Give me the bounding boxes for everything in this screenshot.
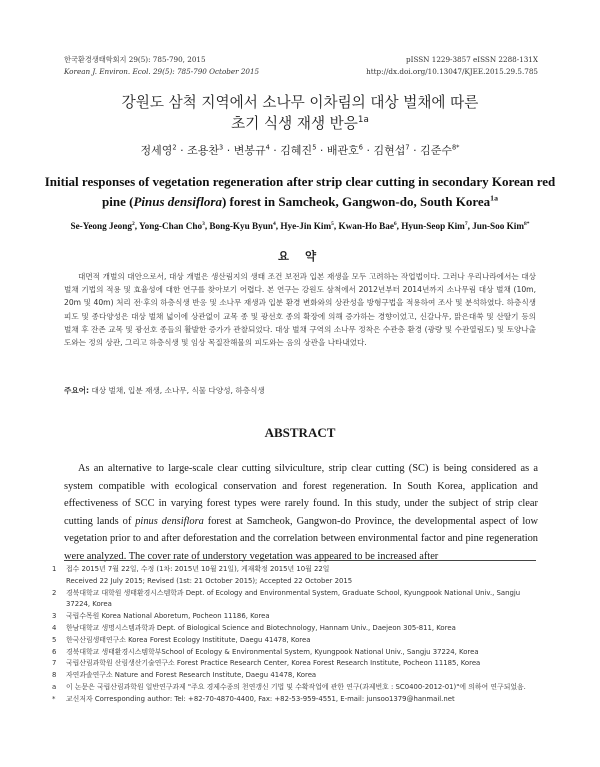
korean-author: 김혜진$^5$ — [280, 143, 317, 157]
footnote-item — [52, 623, 542, 635]
footnote-text: 국립수목원 Korea National Aboretum, Pocheon 11186, Korea — [66, 612, 270, 621]
issn-line: pISSN 1229-3857 eISSN 2288-131X — [406, 55, 538, 64]
footnote-item — [52, 670, 542, 682]
english-author: Bong-Kyu Byun$^4$ — [209, 220, 276, 231]
english-author: Jun-Soo Kim$^{8*}$ — [472, 220, 530, 231]
title-english: Initial responses of vegetation regeneration after strip clear cutting in secondary Korean red pine (Pinus densiflora) forest in Samcheok, Gangwon-do, South Korea$^{1a}$ — [44, 174, 556, 209]
title-species-name: Pinus densiflora — [133, 194, 222, 209]
footnote-text: 교신저자 Corresponding author: Tel: +82-70-4870-4400, Fax: +82-53-959-4551, E-mail: junsoo1379@hanmail.net — [66, 694, 455, 703]
footnote-number: * — [52, 694, 56, 703]
korean-author: 변봉규$^4$ — [233, 143, 270, 157]
footnote-text: 자연과솔연구소 Nature and Forest Research Institute, Daegu 41478, Korea — [66, 671, 317, 680]
footnote-number: 5 — [52, 635, 57, 644]
title-en-footnote-mark: 1a — [490, 193, 498, 203]
abstract-species-name: pinus densiflora — [135, 515, 204, 527]
journal-citation-ko: 한국환경생태학회지 29(5): 785-790, 2015 — [64, 55, 206, 64]
journal-header-left — [64, 54, 259, 78]
footnote-text: 한국산림생태연구소 Korea Forest Ecology Instititute, Daegu 41478, Korea — [66, 635, 311, 644]
footnote-number: 2 — [52, 588, 57, 597]
footnote-number: 8 — [52, 671, 57, 680]
korean-author: 김현섭$^7$ — [373, 143, 410, 157]
journal-citation-en: Korean J. Environ. Ecol. 29(5): 785-790 October 2015 — [64, 67, 260, 76]
footnote-text: 한남대학교 생명시스템과학과 Dept. of Biological Science and Biotechnology, Hannam Univ., Daejeon 305-811, Korea — [66, 623, 456, 632]
title-korean-line1: 강원도 삼척 지역에서 소나무 이차림의 대상 벌채에 따른 — [121, 94, 479, 111]
title-korean — [0, 92, 600, 134]
section-heading-abstract: ABSTRACT — [264, 425, 336, 440]
footnote-item — [52, 658, 542, 670]
authors-english: Se-Yeong Jeong$^2$, Yong-Chan Cho$^3$, Bong-Kyu Byun$^4$, Hye-Jin Kim$^5$, Kwan-Ho Bae$^6$, Hyun-Seop Kim$^7$, Jun-Soo Kim$^{8*}$ — [70, 220, 530, 231]
footnote-text: 접수 2015년 7월 22일, 수정 (1차: 2015년 10월 21일), 게재확정 2015년 10월 22일 Received 22 July 2015; Revised (1st: 21 October 2015); Accepted 22 October 2015 — [66, 565, 353, 585]
footnotes — [52, 564, 542, 706]
journal-header-right — [366, 54, 538, 78]
title-korean-line2: 초기 식생 재생 반응$^{1a}$ — [231, 115, 369, 132]
keywords-korean — [64, 385, 536, 396]
footnote-item — [52, 611, 542, 623]
footnote-number: a — [52, 682, 57, 691]
korean-author: 배관호$^6$ — [326, 143, 363, 157]
footnote-number: 7 — [52, 659, 57, 668]
english-author: Hye-Jin Kim$^5$ — [280, 220, 334, 231]
authors-korean: 정세영$^2$ · 조용찬$^3$ · 변봉규$^4$ · 김혜진$^5$ · 배관호$^6$ · 김현섭$^7$ · 김준수$^{8*}$ — [140, 143, 460, 157]
doi-link[interactable]: http://dx.doi.org/10.13047/KJEE.2015.29.5.785 — [366, 67, 538, 76]
footnote-text: 이 논문은 국립산림과학원 일반연구과제 "주요 경제수종의 천연갱신 기법 및 수확작업에 관한 연구(과제번호 : SC0400-2012-01)"에 의하여 연구되었음. — [66, 682, 526, 691]
footnote-number: 6 — [52, 647, 57, 656]
footnote-text: 국립산림과학원 산림생산기술연구소 Forest Practice Research Center, Korea Forest Research Institute, Pocheon 11185, Korea — [66, 659, 481, 668]
keywords-label: 주요어: — [64, 386, 90, 395]
footnote-text: 경북대학교 대학원 생태환경시스템학과 Dept. of Ecology and Environmental System, Graduate School, Kyungpook National Univ., Sangju 37224, Korea — [66, 588, 521, 609]
keywords-text: 대상 벌채, 입분 재생, 소나무, 식물 다양성, 하층식생 — [91, 386, 265, 395]
footnote-item — [52, 694, 542, 706]
footnote-divider — [64, 560, 536, 561]
english-author: Hyun-Seop Kim$^7$ — [401, 220, 468, 231]
title-footnote-mark: 1a — [357, 115, 369, 126]
korean-author: 정세영$^2$ — [140, 143, 177, 157]
english-author: Se-Yeong Jeong$^2$ — [70, 220, 135, 231]
abstract-english: As an alternative to large-scale clear cutting silviculture, strip clear cutting (SC) is being considered as a system compatible with ecological conservation and forest regeneration. In South Korea, application and effectiveness of SCC in varying forest types were rarely found. In this study, under the subject of strip clear cutting lands of pinus densiflora forest at Samcheok, Gangwon-do Province, the developmental aspect of low vegetation prior to and after deforestation and the correlation between environmental factor and pine regeneration were analyzed. The cover rate of understory vegetation was appeared to be increased after — [64, 463, 538, 562]
footnote-number: 4 — [52, 623, 57, 632]
footnote-item — [52, 635, 542, 647]
footnote-item — [52, 647, 542, 659]
footnote-text: 경북대학교 생태환경시스템학부School of Ecology & Environmental System, Kyungpook National Univ., Sangju 37224, Korea — [66, 647, 479, 656]
footnote-item — [52, 564, 542, 588]
abstract-korean: 대면적 개벌의 대안으로서, 대상 개벌은 생산림지의 생태 조건 보전과 입본 재생을 모두 고려하는 작업법이다. 그러나 우리나라에서는 대상 벌채 기법의 적용 및 효율성에 대한 연구를 찾아보기 어렵다. 본 연구는 강원도 삼척에서 2012년부터 2014년까지 소나무림 대상 벌채 (10m, 20m 및 40m) 처리 전·후의 하층식생 반응 및 소나무 재생과 입분 환경 변화와의 상관성을 방형구법을 적용하여 조사 및 분석하였다. 하층식생 피도 및 종다양성은 대상 벌채 넓이에 상관없이 교목 종 및 광선호 종의 확장에 의해 증가하는 경향이었고, 신갈나무, 맑은대쑥 및 산딸기 등의 벌채 후 잔존 교목 및 광선호 종들의 활발한 증가가 관찰되었다. 대상 벌채 구역의 소나무 정착은 수관층 환경 (광량 및 수관열림도) 및 토양나출도와는 정의 상관, 그리고 하층식생 및 임상 목질잔해물의 피도와는 음의 상관을 나타내었다. — [64, 272, 536, 348]
english-author: Kwan-Ho Bae$^6$ — [338, 220, 397, 231]
section-heading-korean-abstract: 요 약 — [277, 249, 323, 263]
footnote-number: 3 — [52, 612, 57, 621]
footnote-item — [52, 682, 542, 694]
korean-author: 김준수$^{8*}$ — [420, 143, 460, 157]
english-author: Yong-Chan Cho$^3$ — [139, 220, 205, 231]
footnote-number: 1 — [52, 565, 57, 573]
footnote-item — [52, 588, 542, 612]
korean-author: 조용찬$^3$ — [187, 143, 224, 157]
